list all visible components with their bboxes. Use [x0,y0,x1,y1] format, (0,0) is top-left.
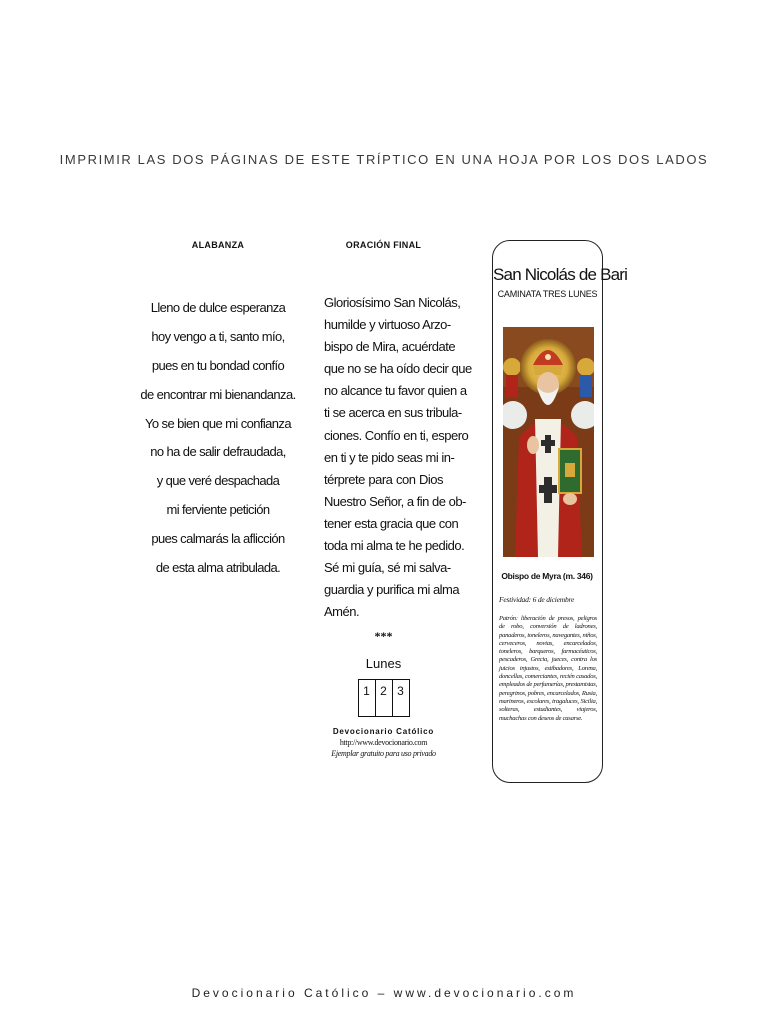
verse-line: de esta alma atribulada. [155,560,281,576]
verse-line: pues calmarás la aflicción [151,531,285,547]
page-footer: Devocionario Católico – www.devocionario.com [191,986,577,1000]
saint-card [492,240,628,783]
prayer-line: ciones. Confío en ti, espero [324,427,469,443]
verse-line: Lleno de dulce esperanza [150,300,286,315]
alabanza-heading: ALABANZA [191,240,245,250]
saint-icon-image [503,327,594,557]
prayer-line: no alcance tu favor quien a [324,383,467,399]
patronage-text: Patrón: liberación de presos, peligros de robo, conversión de ladrones, panaderos, toneleros, navegantes, niños, cerveceros, novias, encarcelados, toneleros, barqueros, farmacéuticos, pescaderos, Grecia, jueces, contra los juicios injustos, estibadores, Lorena, doncellas, comerciantes, recién casados, empleados de perfumerías, prestamistas, peregrinos, pobres, encarcelados, Rusia, marineros, escolares, tragaluces, Sicilia, solteras, estudiantes, viajeros, muchachas con deseos de casarse. [499,615,597,722]
prayer-line: térprete para con Dios [324,471,443,487]
bishop-title: Obispo de Myra (m. 346) [501,571,593,581]
prayer-line: tener esta gracia que con [324,515,459,531]
saint-nicholas-icon [503,327,594,557]
prayer-line: ti se acerca en sus tribula- [324,405,462,421]
separator-stars: *** [374,629,393,644]
colophon-url: http://www.devocionario.com [339,738,428,748]
prayer-line: bispo de Mira, acuérdate [324,339,456,355]
prayer-line: Sé mi guía, sé mi salva- [324,560,451,576]
day-box-2: 2 [376,680,393,716]
verse-line: pues en tu bondad confío [151,357,285,373]
prayer-line: guardia y purifica mi alma [324,582,460,598]
oracion-column [324,240,472,759]
verse-line: Yo se bien que mi confianza [145,415,291,431]
prayer-line: Amén. [324,604,360,620]
verse-line: mi ferviente petición [166,502,270,518]
print-instruction: IMPRIMIR LAS DOS PÁGINAS DE ESTE TRÍPTICO EN UNA HOJA POR LOS DOS LADOS [59,152,709,167]
verse-line: no ha de salir defraudada, [150,444,286,460]
day-box-3: 3 [397,684,404,699]
colophon-note: Ejemplar gratuito para uso privado [331,749,436,759]
alabanza-column [140,240,296,583]
day-label: Lunes [365,656,402,672]
saint-name: San Nicolás de Bari [493,265,628,284]
verse-line: de encontrar mi bienandanza. [140,386,296,402]
prayer-line: Gloriosísimo San Nicolás, [324,295,461,310]
oracion-heading: ORACIÓN FINAL [345,240,422,250]
feast-day: Festividad: 6 de diciembre [499,595,575,604]
day-checkboxes [358,679,410,717]
verse-line: y que veré despachada [156,473,280,489]
alabanza-verses [140,294,296,583]
prayer-line: que no se ha oído decir que [324,361,472,377]
prayer-text [324,292,472,623]
saint-subtitle: CAMINATA TRES LUNES [497,289,598,299]
day-box-1: 1 [359,680,376,716]
prayer-line: Nuestro Señor, a fin de ob- [324,493,466,509]
prayer-line: toda mi alma te he pedido. [324,538,465,554]
colophon-brand: Devocionario Católico [332,727,435,737]
colophon [324,727,443,758]
prayer-line: en ti y te pido seas mi in- [324,449,455,465]
prayer-line: humilde y virtuoso Arzo- [324,317,451,333]
verse-line: hoy vengo a ti, santo mío, [151,328,285,344]
